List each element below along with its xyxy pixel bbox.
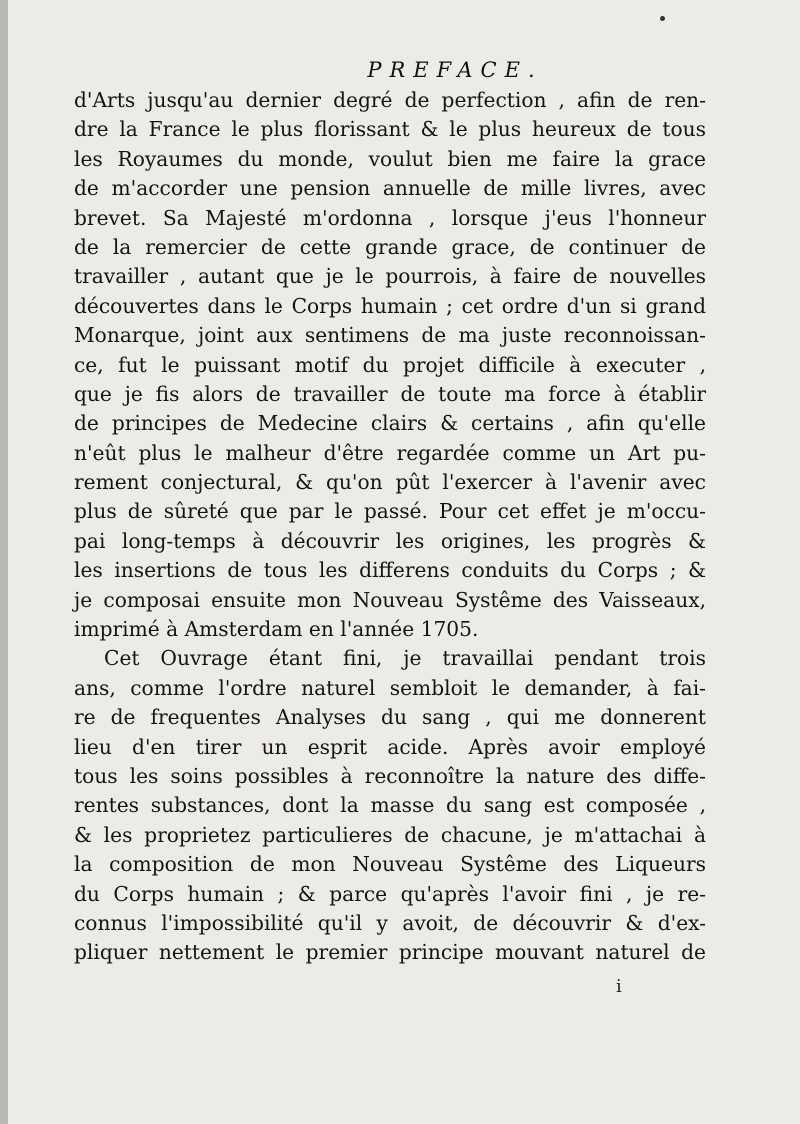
text-line: rement conjectural, & qu'on pût l'exercer à l'avenir avec: [74, 470, 706, 495]
text-line: rentes substances, dont la masse du sang est composée ,: [74, 793, 706, 818]
text-line: de la remercier de cette grande grace, de continuer de: [74, 234, 706, 259]
text-line: découvertes dans le Corps humain ; cet ordre d'un si grand: [74, 293, 706, 318]
paragraph-2: [74, 644, 706, 967]
text-line: Monarque, joint aux sentimens de ma juste reconnoissan-: [74, 323, 706, 348]
text-line: dre la France le plus florissant & le plus heureux de tous: [74, 117, 706, 142]
text-line: travailler , autant que je le pourrois, à faire de nouvelles: [74, 264, 706, 289]
text-line: de m'accorder une pension annuelle de mille livres, avec: [74, 176, 706, 201]
catchword: i: [616, 976, 622, 997]
text-line: n'eût plus le malheur d'être regardée comme un Art pu-: [74, 440, 706, 465]
text-line: tous les soins possibles à reconnoître la nature des diffe-: [74, 763, 706, 788]
text-line: je composai ensuite mon Nouveau Systême des Vaisseaux,: [74, 587, 706, 612]
page-gutter-shadow: [0, 0, 8, 1124]
ink-speck: [660, 16, 665, 21]
paragraph-1: [74, 86, 706, 644]
text-line: pai long-temps à découvrir les origines, les progrès &: [74, 528, 706, 553]
text-line: de principes de Medecine clairs & certains , afin qu'elle: [74, 411, 706, 436]
text-line: brevet. Sa Majesté m'ordonna , lorsque j'eus l'honneur: [74, 205, 706, 230]
text-line: la composition de mon Nouveau Systême des Liqueurs: [74, 852, 706, 877]
text-line: lieu d'en tirer un esprit acide. Après avoir employé: [74, 734, 706, 759]
text-line: du Corps humain ; & parce qu'après l'avoir fini , je re-: [74, 881, 706, 906]
text-line: ans, comme l'ordre naturel sembloit le demander, à fai-: [74, 675, 706, 700]
text-line: & les proprietez particulieres de chacune, je m'attachai à: [74, 822, 706, 847]
text-line: imprimé à Amsterdam en l'année 1705.: [74, 617, 479, 642]
text-line: connus l'impossibilité qu'il y avoit, de découvrir & d'ex-: [74, 910, 706, 935]
text-line: plus de sûreté que par le passé. Pour cet effet je m'occu-: [74, 499, 706, 524]
text-line: Cet Ouvrage étant fini, je travaillai pendant trois: [104, 646, 706, 671]
text-line: les Royaumes du monde, voulut bien me faire la grace: [74, 146, 706, 171]
text-line: ce, fut le puissant motif du projet difficile à executer ,: [74, 352, 706, 377]
running-head: PREFACE.: [367, 58, 543, 82]
body-text: [74, 86, 706, 968]
text-line: que je fis alors de travailler de toute ma force à établir: [74, 381, 706, 406]
text-line: d'Arts jusqu'au dernier degré de perfection , afin de ren-: [74, 88, 706, 112]
text-line: re de frequentes Analyses du sang , qui me donnerent: [74, 705, 706, 730]
text-line: pliquer nettement le premier principe mouvant naturel de: [74, 940, 706, 965]
text-line: les insertions de tous les differens conduits du Corps ; &: [74, 558, 706, 583]
